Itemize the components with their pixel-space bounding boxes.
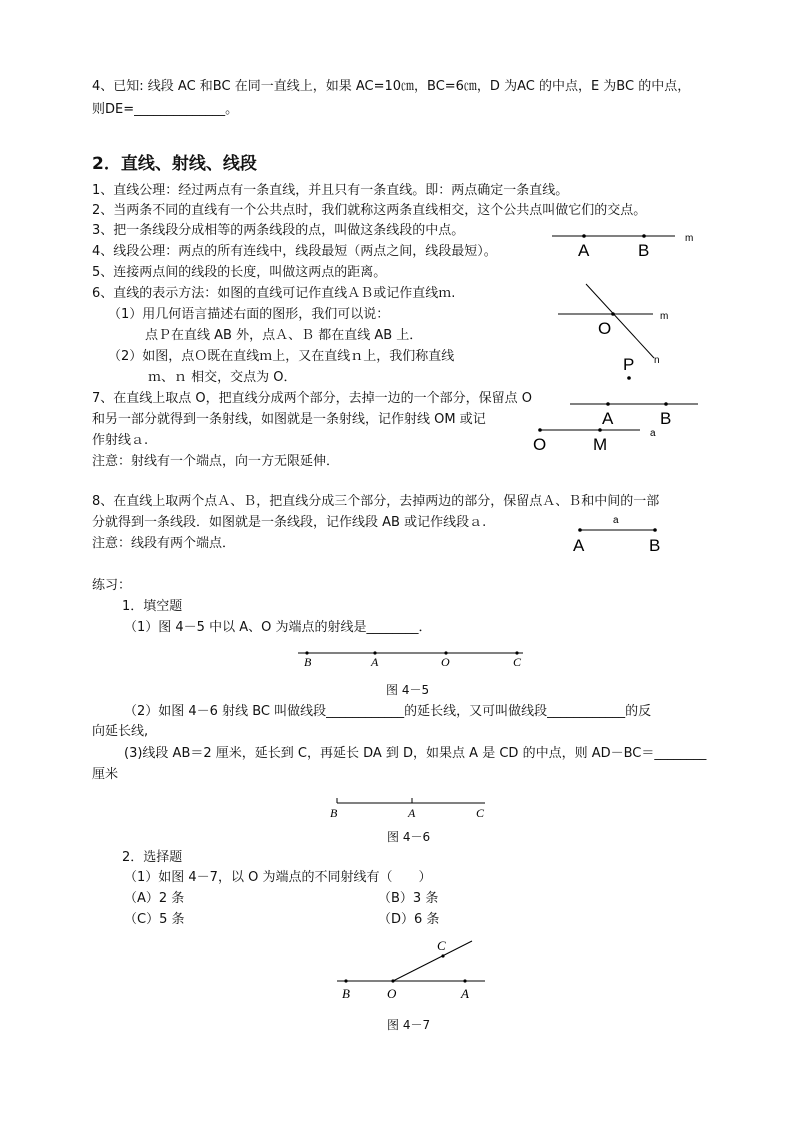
- label-o: O: [387, 986, 397, 1001]
- label-m: m: [660, 311, 669, 322]
- point-m: [598, 428, 602, 432]
- fill-q3-line2: 厘米: [92, 767, 119, 782]
- option-b: （B）3 条: [378, 891, 439, 906]
- practice-title: 练习：: [92, 578, 132, 593]
- label-a: A: [602, 409, 614, 428]
- item-8b: 分就得到一条线段．如图就是一条线段，记作线段 AB 或记作线段ａ.: [92, 515, 487, 530]
- item-2: 2、当两条不同的直线有一个公共点时，我们就称这两条直线相交，这个公共点叫做它们的交点。: [92, 203, 647, 218]
- item-1: 1、直线公理：经过两点有一条直线，并且只有一条直线。即：两点确定一条直线。: [92, 183, 569, 198]
- figure-4-5: [295, 645, 535, 675]
- point-b: [664, 402, 668, 406]
- q4-line1: 4、已知: 线段 AC 和BC 在同一直线上，如果 AC=10㎝，BC=6㎝，D 为AC 的中点，E 为BC 的中点，: [92, 79, 691, 94]
- fill-q1: （1）图 4－5 中以 A、O 为端点的射线是________．: [124, 620, 432, 635]
- item-6b: （2）如图，点Ｏ既在直线ｍ上，又在直线ｎ上，我们称直线: [108, 349, 455, 364]
- label-a: A: [573, 536, 585, 555]
- figure-segment: [565, 510, 675, 555]
- option-a: （A）2 条: [124, 891, 185, 906]
- item-8-note: 注意：线段有两个端点．: [92, 536, 236, 551]
- point-b: [344, 979, 347, 982]
- figure-ray: [530, 396, 710, 458]
- item-7a: 7、在直线上取点 O，把直线分成两个部分，去掉一边的一个部分，保留点 O: [92, 391, 533, 406]
- ray-oc: [393, 941, 472, 981]
- fill-title: 1．填空题: [122, 599, 183, 614]
- label-c: C: [513, 655, 522, 669]
- point-a: [606, 402, 610, 406]
- label-c: C: [437, 938, 446, 953]
- option-d: （D）6 条: [378, 912, 440, 927]
- point-p: [627, 376, 631, 380]
- label-m: m: [685, 233, 694, 244]
- label-m: M: [593, 435, 608, 454]
- point-a: [578, 528, 582, 532]
- label-a: A: [578, 241, 590, 260]
- point-b: [653, 528, 657, 532]
- label-b: B: [649, 536, 661, 555]
- point-a: [582, 234, 586, 238]
- point-a: [463, 979, 466, 982]
- point-c: [441, 954, 444, 957]
- q4-line2: 则DE=______________。: [92, 102, 239, 117]
- item-7b: 和另一部分就得到一条射线，如图就是一条射线，记作射线 OM 或记: [92, 412, 486, 427]
- item-7-note: 注意：射线有一个端点，向一方无限延伸．: [92, 454, 340, 469]
- figure-4-7: [330, 935, 500, 1005]
- label-b: B: [342, 986, 350, 1001]
- item-6a-2: 点Ｐ在直线 AB 外，点Ａ、Ｂ 都在直线 AB 上．: [145, 328, 423, 343]
- figure-line-ab: [540, 225, 700, 265]
- label-o: O: [441, 655, 450, 669]
- label-a-lower: a: [650, 428, 656, 439]
- item-3: 3、把一条线段分成相等的两条线段的点，叫做这条线段的中点。: [92, 223, 465, 238]
- item-4: 4、线段公理：两点的所有连线中，线段最短（两点之间，线段最短）。: [92, 244, 497, 259]
- item-8a: 8、在直线上取两个点Ａ、Ｂ，把直线分成三个部分，去掉两边的部分，保留点Ａ、Ｂ和中间的一部: [92, 494, 660, 509]
- option-c: （C）5 条: [124, 912, 185, 927]
- item-6b-2: ｍ、ｎ 相交，交点为 O．: [148, 370, 297, 385]
- figure-4-6: [325, 795, 495, 825]
- label-a: A: [408, 806, 416, 820]
- fill-q2-line1: （2）如图 4－6 射线 BC 叫做线段____________的延长线，又可叫做线段____________的反: [124, 704, 652, 719]
- label-a: A: [371, 655, 379, 669]
- item-7c: 作射线ａ.: [92, 433, 149, 448]
- label-o: O: [533, 435, 547, 454]
- fill-q3-line1: (3)线段 AB＝2 厘米，延长到 C，再延长 DA 到 D，如果点 A 是 CD 的中点，则 AD－BC＝________: [124, 746, 707, 761]
- label-o: O: [598, 319, 612, 338]
- label-c: C: [476, 806, 485, 820]
- label-b: B: [330, 806, 338, 820]
- choice-q1: （1）如图 4－7，以 O 为端点的不同射线有（ ）: [124, 870, 432, 885]
- point-b: [642, 234, 646, 238]
- fill-q2-line2: 向延长线,: [92, 724, 149, 739]
- caption-4-7: 图 4－7: [387, 1018, 431, 1032]
- label-a: A: [461, 986, 469, 1001]
- choice-title: 2．选择题: [122, 850, 183, 865]
- item-6: 6、直线的表示方法：如图的直线可记作直线ＡＢ或记作直线ｍ.: [92, 286, 456, 301]
- section-title: 2．直线、射线、线段: [92, 154, 257, 174]
- label-n: n: [654, 355, 660, 366]
- point-o: [538, 428, 542, 432]
- point-o: [391, 979, 394, 982]
- label-p: P: [623, 355, 635, 374]
- label-a-lower: a: [613, 515, 619, 526]
- caption-4-6: 图 4－6: [387, 830, 431, 844]
- caption-4-5: 图 4－5: [386, 683, 430, 697]
- label-b: B: [638, 241, 650, 260]
- item-5: 5、连接两点间的线段的长度，叫做这两点的距离。: [92, 265, 387, 280]
- label-b: B: [304, 655, 312, 669]
- line-n: [586, 284, 654, 358]
- item-6a: （1）用几何语言描述右面的图形，我们可以说：: [108, 307, 390, 322]
- point-o: [611, 312, 615, 316]
- figure-intersecting-lines: [550, 278, 680, 388]
- label-b: B: [660, 409, 672, 428]
